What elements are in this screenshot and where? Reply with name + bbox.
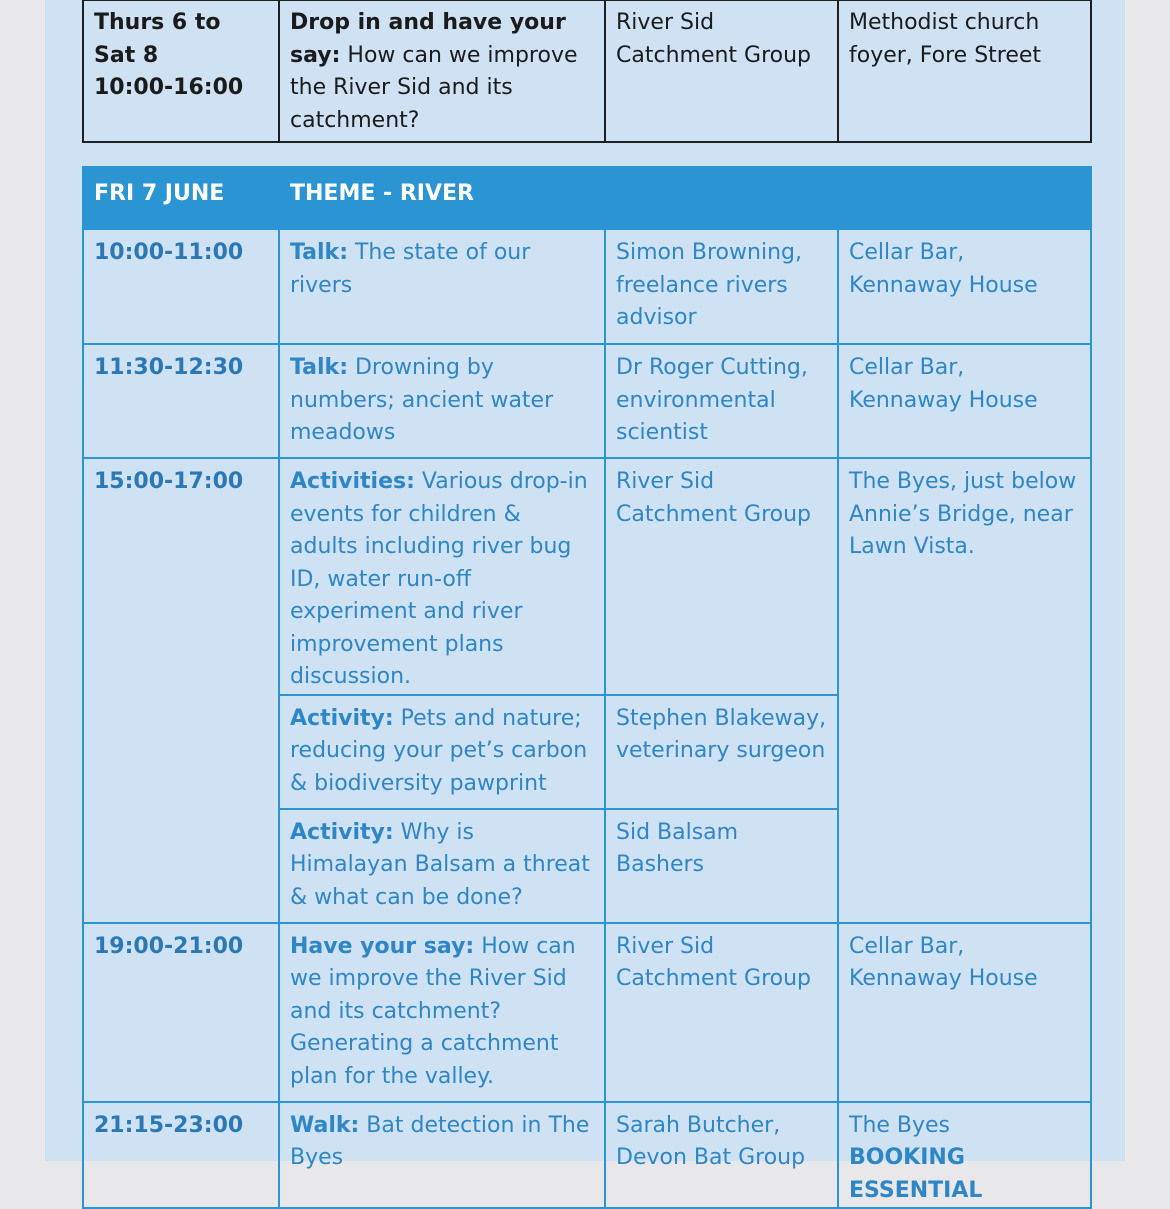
booking-note: BOOKING ESSENTIAL [849, 1145, 983, 1203]
venue-cell: Cellar Bar, Kennaway House [838, 923, 1091, 1102]
programme-page [45, 0, 1125, 1203]
event-label: Talk: [290, 355, 348, 380]
date-range: Thurs 6 to Sat 8 [94, 10, 221, 68]
time-cell: 10:00-11:00 [83, 229, 279, 344]
host-cell: Stephen Blakeway, veterinary surgeon [605, 695, 838, 809]
table-row [83, 458, 1091, 695]
host-cell: Sarah Butcher, Devon Bat Group [605, 1102, 838, 1209]
event-cell [279, 1102, 605, 1209]
event-label: Have your say: [290, 933, 475, 959]
time-cell: 19:00-21:00 [83, 923, 279, 1102]
day-heading: FRI 7 JUNE [83, 167, 279, 229]
table-row [83, 344, 1091, 458]
event-cell [279, 695, 605, 809]
time-range: 10:00-16:00 [94, 75, 244, 100]
event-text: Various drop-in events for children & adults including river bug ID, water run-off experiment and river improvement plans discussion. [290, 469, 588, 689]
thurs-sat-table [82, 0, 1092, 143]
event-label: Activity: [290, 705, 394, 731]
table-row [83, 1102, 1091, 1209]
event-text: Why is Himalayan Balsam a threat & what can be done? [290, 819, 590, 910]
event-cell [279, 923, 605, 1102]
venue-cell: Methodist church foyer, Fore Street [838, 0, 1091, 142]
venue-cell: The Byes, just below Annie’s Bridge, near Lawn Vista. [838, 458, 1091, 923]
venue-cell: Cellar Bar, Kennaway House [838, 344, 1091, 458]
event-cell [279, 809, 605, 923]
event-text: How can we improve the River Sid and its catchment? Generating a catchment plan for the valley. [290, 933, 576, 1089]
table-row [83, 923, 1091, 1102]
event-cell [279, 0, 605, 142]
event-text: The state of our rivers [290, 240, 531, 298]
event-cell [279, 458, 605, 695]
time-cell: 15:00-17:00 [83, 458, 279, 923]
theme-heading: THEME - RIVER [279, 167, 1091, 229]
friday-schedule-table [82, 166, 1092, 1209]
event-cell [279, 344, 605, 458]
table-row [83, 229, 1091, 344]
day-header-row [83, 167, 1091, 229]
host-cell: River Sid Catchment Group [605, 458, 838, 695]
time-cell: 21:15-23:00 [83, 1102, 279, 1209]
venue-cell [838, 1102, 1091, 1209]
event-text: Bat detection in The Byes [290, 1112, 590, 1170]
host-cell: Dr Roger Cutting, environmental scientist [605, 344, 838, 458]
event-text: Drowning by numbers; ancient water meadows [290, 355, 554, 445]
table-row [83, 0, 1091, 142]
host-cell: Simon Browning, freelance rivers advisor [605, 229, 838, 344]
event-cell [279, 229, 605, 344]
host-cell: River Sid Catchment Group [605, 923, 838, 1102]
event-label: Drop in and have your say: [290, 10, 566, 68]
time-cell: 11:30-12:30 [83, 344, 279, 458]
event-label: Talk: [290, 240, 348, 265]
venue-cell: Cellar Bar, Kennaway House [838, 229, 1091, 344]
host-cell: Sid Balsam Bashers [605, 809, 838, 923]
event-label: Activity: [290, 819, 394, 845]
event-text: How can we improve the River Sid and its catchment? [290, 42, 578, 133]
event-label: Activities: [290, 469, 415, 494]
date-time-cell [83, 0, 279, 142]
event-text: Pets and nature; reducing your pet’s carbon & biodiversity pawprint [290, 705, 588, 796]
event-label: Walk: [290, 1112, 360, 1138]
venue-name: The Byes [849, 1112, 951, 1138]
host-cell: River Sid Catchment Group [605, 0, 838, 142]
